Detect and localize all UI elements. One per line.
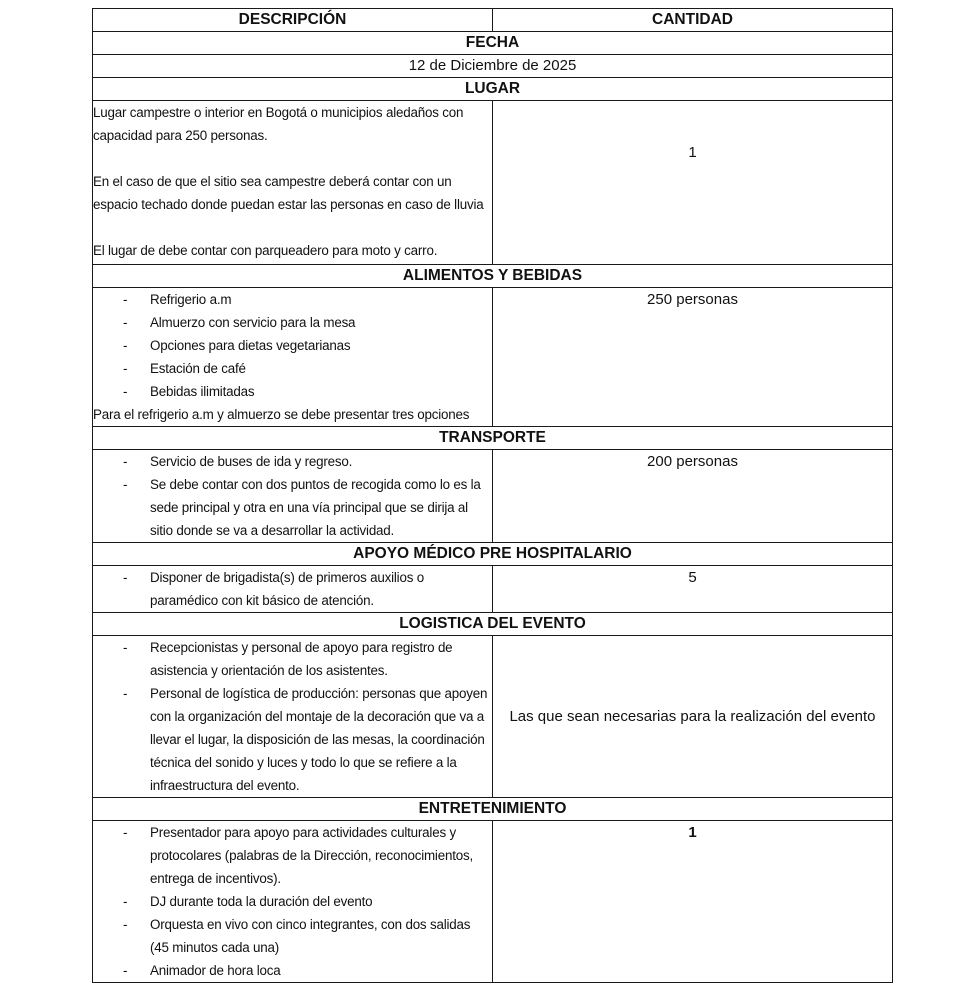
logistica-description bbox=[93, 636, 493, 798]
list-item: - Orquesta en vivo con cinco integrantes, con dos salidas (45 minutos cada una) bbox=[93, 913, 492, 959]
section-title-alimentos: ALIMENTOS Y BEBIDAS bbox=[93, 265, 893, 288]
bullet-dash: - bbox=[123, 686, 128, 701]
section-title-logistica: LOGISTICA DEL EVENTO bbox=[93, 613, 893, 636]
logistica-row bbox=[93, 636, 893, 798]
entretenimiento-list bbox=[93, 821, 492, 982]
list-item: - Recepcionistas y personal de apoyo para registro de asistencia y orientación de los asistentes. bbox=[93, 636, 492, 682]
list-item: - Personal de logística de producción: personas que apoyen con la organización del montaje de la decoración que va a llevar el lugar, la disposición de las mesas, la coordinación técnica del sonido y luces y todo lo que se refiere a la infraestructura del evento. bbox=[93, 682, 492, 797]
header-quantity: CANTIDAD bbox=[493, 9, 893, 32]
entretenimiento-row bbox=[93, 821, 893, 983]
section-title-transporte: TRANSPORTE bbox=[93, 427, 893, 450]
bullet-dash: - bbox=[123, 361, 128, 376]
apoyo-row bbox=[93, 566, 893, 613]
entretenimiento-quantity: 1 bbox=[493, 821, 893, 983]
bullet-dash: - bbox=[123, 917, 128, 932]
section-logistica bbox=[93, 613, 893, 636]
apoyo-quantity: 5 bbox=[493, 566, 893, 613]
bullet-dash: - bbox=[123, 384, 128, 399]
bullet-dash: - bbox=[123, 640, 128, 655]
list-item: - Refrigerio a.m bbox=[93, 288, 492, 311]
bullet-dash: - bbox=[123, 963, 128, 978]
lugar-paragraph: El lugar de debe contar con parqueadero para moto y carro. bbox=[93, 243, 438, 258]
bullet-dash: - bbox=[123, 825, 128, 840]
header-description: DESCRIPCIÓN bbox=[93, 9, 493, 32]
logistica-quantity: Las que sean necesarias para la realización del evento bbox=[493, 636, 893, 798]
list-item: - DJ durante toda la duración del evento bbox=[93, 890, 492, 913]
section-transporte bbox=[93, 427, 893, 450]
logistica-list bbox=[93, 636, 492, 797]
list-item: - Bebidas ilimitadas bbox=[93, 380, 492, 403]
header-row bbox=[93, 9, 893, 32]
lugar-description bbox=[93, 101, 493, 265]
transporte-list bbox=[93, 450, 492, 542]
section-title-fecha: FECHA bbox=[93, 32, 893, 55]
lugar-row bbox=[93, 101, 893, 265]
list-item: - Presentador para apoyo para actividades culturales y protocolares (palabras de la Dirección, reconocimientos, entrega de incentivos). bbox=[93, 821, 492, 890]
alimentos-row bbox=[93, 288, 893, 427]
alimentos-quantity: 250 personas bbox=[493, 288, 893, 427]
list-item: - Disponer de brigadista(s) de primeros auxilios o paramédico con kit básico de atención. bbox=[93, 566, 492, 612]
section-alimentos bbox=[93, 265, 893, 288]
section-entretenimiento bbox=[93, 798, 893, 821]
section-apoyo bbox=[93, 543, 893, 566]
alimentos-list bbox=[93, 288, 492, 403]
lugar-paragraph: Lugar campestre o interior en Bogotá o municipios aledaños con capacidad para 250 personas. bbox=[93, 105, 464, 143]
fecha-value-row bbox=[93, 55, 893, 78]
bullet-dash: - bbox=[123, 454, 128, 469]
apoyo-list bbox=[93, 566, 492, 612]
lugar-quantity: 1 bbox=[493, 101, 893, 265]
requirements-document bbox=[92, 8, 892, 983]
bullet-dash: - bbox=[123, 338, 128, 353]
alimentos-note: Para el refrigerio a.m y almuerzo se debe presentar tres opciones bbox=[93, 407, 470, 422]
list-item: - Servicio de buses de ida y regreso. bbox=[93, 450, 492, 473]
transporte-quantity: 200 personas bbox=[493, 450, 893, 543]
section-title-apoyo: APOYO MÉDICO PRE HOSPITALARIO bbox=[93, 543, 893, 566]
section-fecha bbox=[93, 32, 893, 55]
bullet-dash: - bbox=[123, 894, 128, 909]
section-title-lugar: LUGAR bbox=[93, 78, 893, 101]
list-item: - Estación de café bbox=[93, 357, 492, 380]
transporte-description bbox=[93, 450, 493, 543]
bullet-dash: - bbox=[123, 570, 128, 585]
entretenimiento-description bbox=[93, 821, 493, 983]
bullet-dash: - bbox=[123, 292, 128, 307]
alimentos-description bbox=[93, 288, 493, 427]
apoyo-description bbox=[93, 566, 493, 613]
list-item: - Opciones para dietas vegetarianas bbox=[93, 334, 492, 357]
list-item: - Se debe contar con dos puntos de recogida como lo es la sede principal y otra en una vía principal que se dirija al sitio donde se va a desarrollar la actividad. bbox=[93, 473, 492, 542]
list-item: - Animador de hora loca bbox=[93, 959, 492, 982]
list-item: - Almuerzo con servicio para la mesa bbox=[93, 311, 492, 334]
requirements-table bbox=[92, 8, 893, 983]
section-title-entretenimiento: ENTRETENIMIENTO bbox=[93, 798, 893, 821]
lugar-paragraph: En el caso de que el sitio sea campestre deberá contar con un espacio techado donde puedan estar las personas en caso de lluvia bbox=[93, 174, 484, 212]
event-date: 12 de Diciembre de 2025 bbox=[93, 55, 893, 78]
bullet-dash: - bbox=[123, 315, 128, 330]
transporte-row bbox=[93, 450, 893, 543]
section-lugar bbox=[93, 78, 893, 101]
bullet-dash: - bbox=[123, 477, 128, 492]
